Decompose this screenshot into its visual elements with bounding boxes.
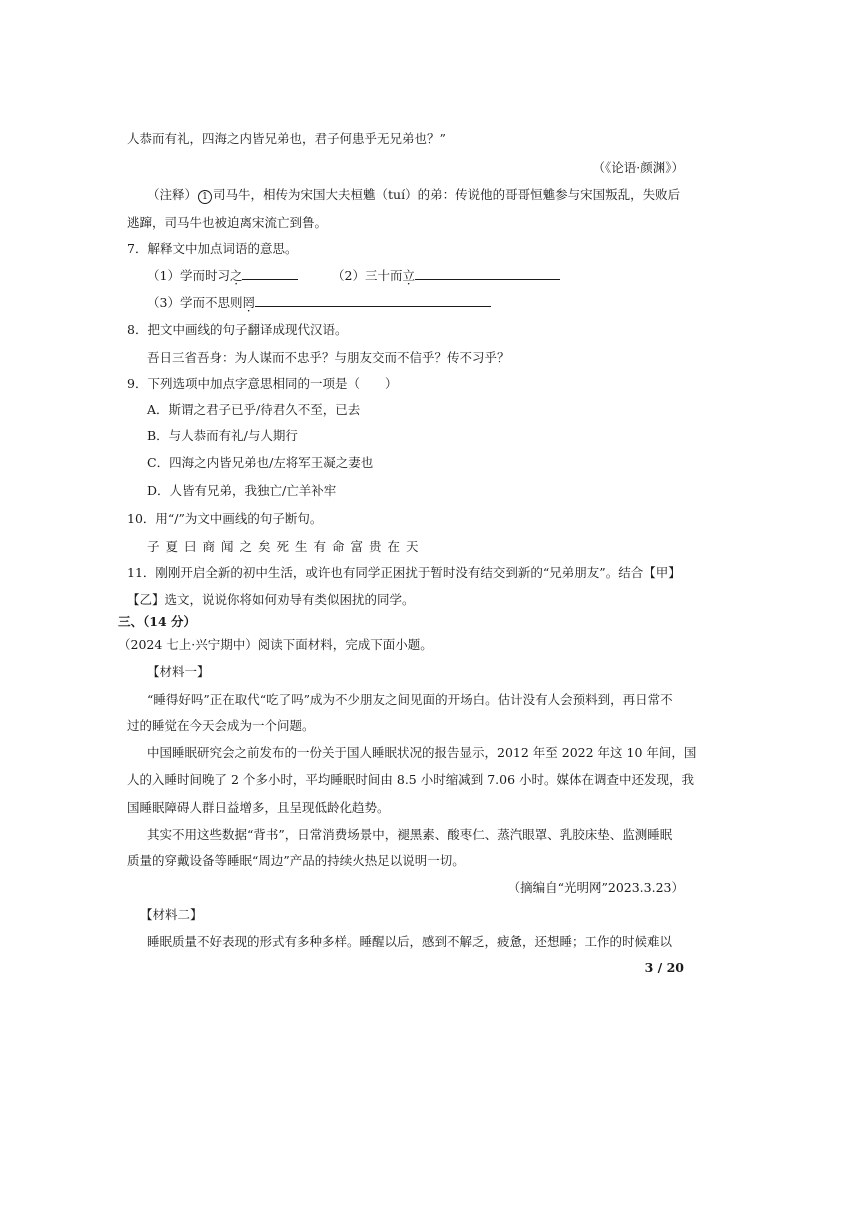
annotation-label: （注释）	[147, 187, 198, 202]
question-7-item-1: （1）学而时习之	[147, 267, 298, 284]
emphasized-char: 罔	[242, 295, 255, 310]
source-citation-guangming: （摘编自“光明网”2023.3.23）	[507, 880, 684, 895]
question-9-option-b: B．与人恭而有礼/与人期行	[147, 428, 298, 443]
material-1-label: 【材料一】	[147, 664, 210, 679]
material-1-para-2-line-3: 国睡眠障碍人群日益增多，且呈现低龄化趋势。	[127, 800, 390, 815]
material-1-para-2-line-1: 中国睡眠研究会之前发布的一份关于国人睡眠状况的报告显示，2012 年至 2022 年这 10 年间，国	[147, 745, 697, 760]
emphasized-char: 之	[229, 268, 243, 283]
source-citation-lunyu: （《论语·颜渊》）	[592, 160, 684, 175]
question-9-option-a: A．斯谓之君子已乎/待君久不至，已去	[147, 402, 361, 417]
question-10-prompt: 10．用“/”为文中画线的句子断句。	[127, 511, 323, 526]
answer-blank[interactable]	[255, 294, 491, 307]
material-1-para-1-line-1: “睡得好吗”正在取代“吃了吗”成为不少朋友之间见面的开场白。估计没有人会预料到，再日常不	[147, 692, 673, 707]
question-11-prompt-line-1: 11．刚刚开启全新的初中生活，或许也有同学正困扰于暂时没有结交到新的“兄弟朋友”。结合【甲】	[127, 565, 681, 580]
annotation-line-1	[147, 187, 680, 204]
question-7-item-3: （3）学而不思则罔	[147, 294, 491, 311]
material-1-para-3-line-2: 质量的穿戴设备等睡眠“周边”产品的持续火热足以说明一切。	[127, 853, 465, 868]
question-8-sentence: 吾日三省吾身：为人谋而不忠乎？与朋友交而不信乎？传不习乎？	[147, 350, 510, 365]
question-9-option-d: D．人皆有兄弟，我独亡/亡羊补牢	[147, 483, 337, 498]
material-1-para-3-line-1: 其实不用这些数据“背书”，日常消费场景中，褪黑素、酸枣仁、蒸汽眼罩、乳胶床垫、监测睡眠	[147, 827, 673, 842]
section-3-intro: （2024 七上·兴宁期中）阅读下面材料，完成下面小题。	[118, 637, 433, 652]
question-9-option-c: C．四海之内皆兄弟也/左将军王凝之妻也	[147, 455, 374, 470]
material-1-para-2-line-2: 人的入睡时间晚了 2 个多小时，平均睡眠时间由 8.5 小时缩减到 7.06 小时。媒体在调查中还发现，我	[127, 772, 695, 787]
question-10-sentence: 子夏曰商闻之矣死生有命富贵在天	[147, 539, 425, 554]
question-8-prompt: 8．把文中画线的句子翻译成现代汉语。	[127, 322, 348, 337]
annotation-line-2: 逃蹿，司马牛也被迫离宋流亡到鲁。	[127, 215, 328, 230]
page-number: 3 / 20	[644, 960, 684, 975]
answer-blank[interactable]	[242, 267, 298, 280]
question-7-prompt: 7．解释文中加点词语的意思。	[127, 241, 298, 256]
answer-blank[interactable]	[415, 267, 560, 280]
question-9-prompt: 9．下列选项中加点字意思相同的一项是（ ）	[127, 376, 398, 391]
material-2-para-1: 睡眠质量不好表现的形式有多种多样。睡醒以后，感到不解乏，疲惫，还想睡；工作的时候难以	[147, 934, 673, 949]
question-7-item-2: （2）三十而立	[332, 267, 560, 284]
material-1-para-1-line-2: 过的睡觉在今天会成为一个问题。	[127, 718, 315, 733]
section-3-heading: 三、（14 分）	[118, 614, 196, 629]
material-2-label: 【材料二】	[140, 907, 203, 922]
emphasized-char: 立	[402, 268, 415, 283]
annotation-text: 司马牛，相传为宋国大夫桓魋（tuí）的弟：传说他的哥哥恒魋参与宋国叛乱，失败后	[213, 187, 681, 202]
question-11-prompt-line-2: 【乙】选文，说说你将如何劝导有类似困扰的同学。	[127, 592, 415, 607]
passage-ending-line: 人恭而有礼，四海之内皆兄弟也，君子何患乎无兄弟也？”	[127, 131, 446, 146]
circled-number-icon: 1	[198, 190, 212, 204]
